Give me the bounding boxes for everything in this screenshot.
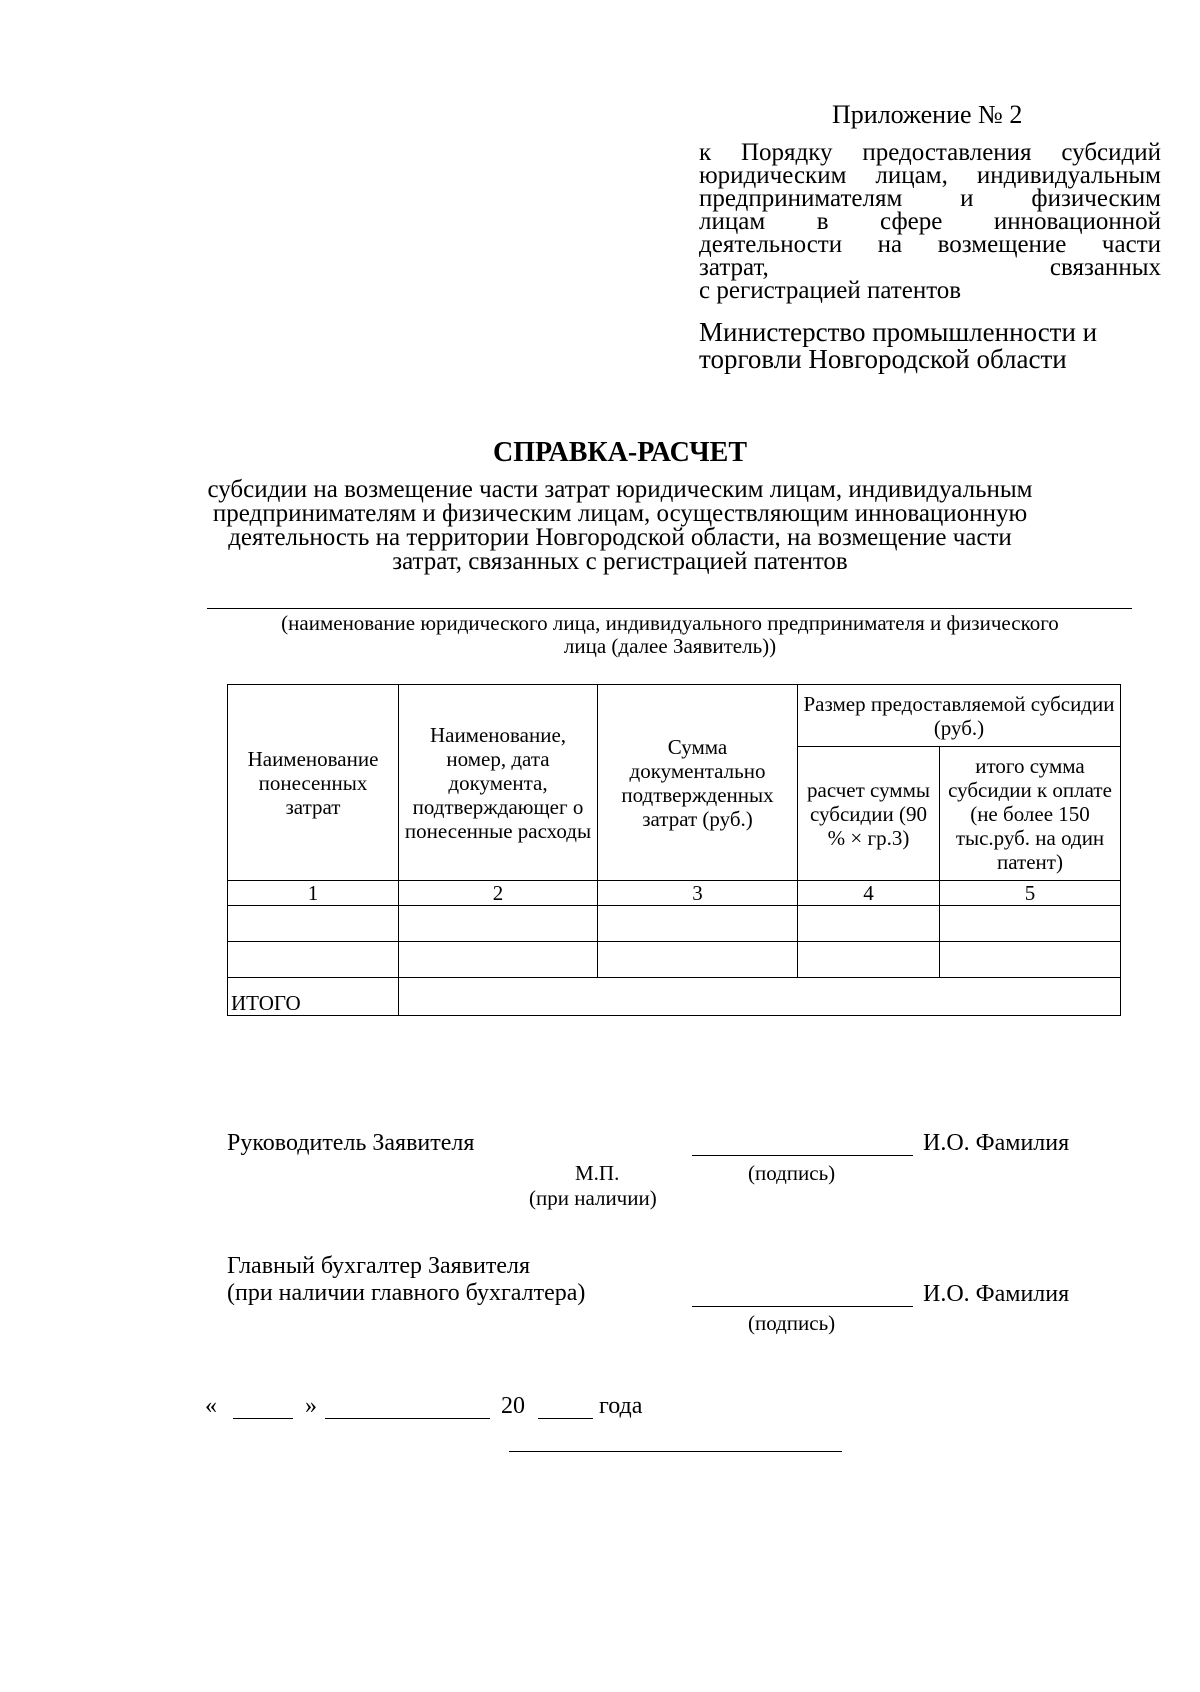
accountant-label <box>227 1253 585 1307</box>
order-reference <box>699 141 1161 302</box>
table-cell[interactable] <box>940 906 1121 942</box>
ministry-line: Министерство промышленности и <box>699 317 1098 347</box>
head-signature-caption: (подпись) <box>748 1161 836 1185</box>
table-cell[interactable] <box>399 906 598 942</box>
col1-header: Наименование понесенных затрат <box>228 685 399 881</box>
document-subtitle <box>150 478 1090 574</box>
document-title: СПРАВКА-РАСЧЕТ <box>492 437 748 468</box>
column-number: 2 <box>399 881 598 906</box>
stamp-label: М.П. <box>575 1161 620 1185</box>
order-line: с регистрацией патентов <box>699 277 962 304</box>
subtitle-line: деятельность на территории Новгородской области, на возмещение части <box>228 524 1012 551</box>
stamp-note: (при наличии) <box>529 1186 657 1210</box>
table-cell[interactable] <box>228 942 399 978</box>
date-open-quote: « <box>205 1393 217 1419</box>
order-line: деятельности на возмещение части <box>699 231 1161 258</box>
date-close-quote: » <box>305 1393 317 1419</box>
appendix-title: Приложение № 2 <box>832 100 1023 129</box>
column-number: 1 <box>228 881 399 906</box>
order-line: лицам в сфере инновационной <box>699 208 1161 235</box>
total-label: ИТОГО <box>228 978 399 1016</box>
table-cell[interactable] <box>598 906 798 942</box>
table-row <box>228 942 1121 978</box>
total-value-cell[interactable] <box>399 978 1121 1016</box>
date-year-prefix: 20 <box>501 1393 525 1419</box>
calculation-table <box>227 684 1121 1016</box>
bottom-line <box>509 1451 842 1452</box>
date-month-field[interactable] <box>325 1418 490 1419</box>
date-year-field[interactable] <box>538 1418 593 1419</box>
head-name: И.О. Фамилия <box>923 1130 1070 1156</box>
caption-line: (наименование юридического лица, индивидуального предпринимателя и физического <box>281 611 1059 635</box>
table-cell[interactable] <box>798 906 940 942</box>
head-signature-line[interactable] <box>692 1155 913 1156</box>
subtitle-line: предпринимателям и физическим лицам, осуществляющим инновационную <box>212 500 1028 527</box>
col5-header: итого сумма субсидии к оплате (не более 150 тыс.руб. на один патент) <box>940 747 1121 881</box>
table-cell[interactable] <box>399 942 598 978</box>
applicant-caption <box>190 612 1150 658</box>
caption-line: лица (далее Заявитель)) <box>563 634 777 658</box>
accountant-line: (при наличии главного бухгалтера) <box>227 1280 586 1306</box>
table-row <box>228 906 1121 942</box>
order-line: юридическим лицам, индивидуальным <box>699 162 1161 189</box>
table-cell[interactable] <box>228 906 399 942</box>
accountant-signature-caption: (подпись) <box>748 1311 836 1335</box>
order-line: предпринимателям и физическим <box>699 185 1161 212</box>
table-cell[interactable] <box>798 942 940 978</box>
order-line: к Порядку предоставления субсидий <box>699 139 1161 166</box>
column-number: 4 <box>798 881 940 906</box>
table-cell[interactable] <box>598 942 798 978</box>
date-year-suffix: года <box>599 1393 643 1419</box>
subsidy-group-header: Размер предоставляемой субсидии (руб.) <box>798 685 1121 747</box>
accountant-line: Главный бухгалтер Заявителя <box>227 1253 531 1279</box>
col2-header: Наименование, номер, дата документа, подтверждающег о понесенные расходы <box>399 685 598 881</box>
subtitle-line: субсидии на возмещение части затрат юридическим лицам, индивидуальным <box>207 476 1033 503</box>
subtitle-line: затрат, связанных с регистрацией патентов <box>392 548 848 575</box>
accountant-signature-line[interactable] <box>692 1306 913 1307</box>
col4-header: расчет суммы субсидии (90 % × гр.3) <box>798 747 940 881</box>
column-number: 3 <box>598 881 798 906</box>
accountant-name: И.О. Фамилия <box>923 1281 1070 1307</box>
column-numbers-row <box>228 881 1121 906</box>
total-row <box>228 978 1121 1016</box>
table-cell[interactable] <box>940 942 1121 978</box>
col3-header: Сумма документально подтвержденных затрат (руб.) <box>598 685 798 881</box>
applicant-name-field[interactable] <box>207 608 1132 609</box>
head-label: Руководитель Заявителя <box>227 1130 475 1156</box>
order-line: затрат, связанных <box>699 254 1161 281</box>
ministry-line: торговли Новгородской области <box>699 344 1067 374</box>
date-day-field[interactable] <box>233 1418 293 1419</box>
ministry-addressee <box>699 319 1097 373</box>
column-number: 5 <box>940 881 1121 906</box>
